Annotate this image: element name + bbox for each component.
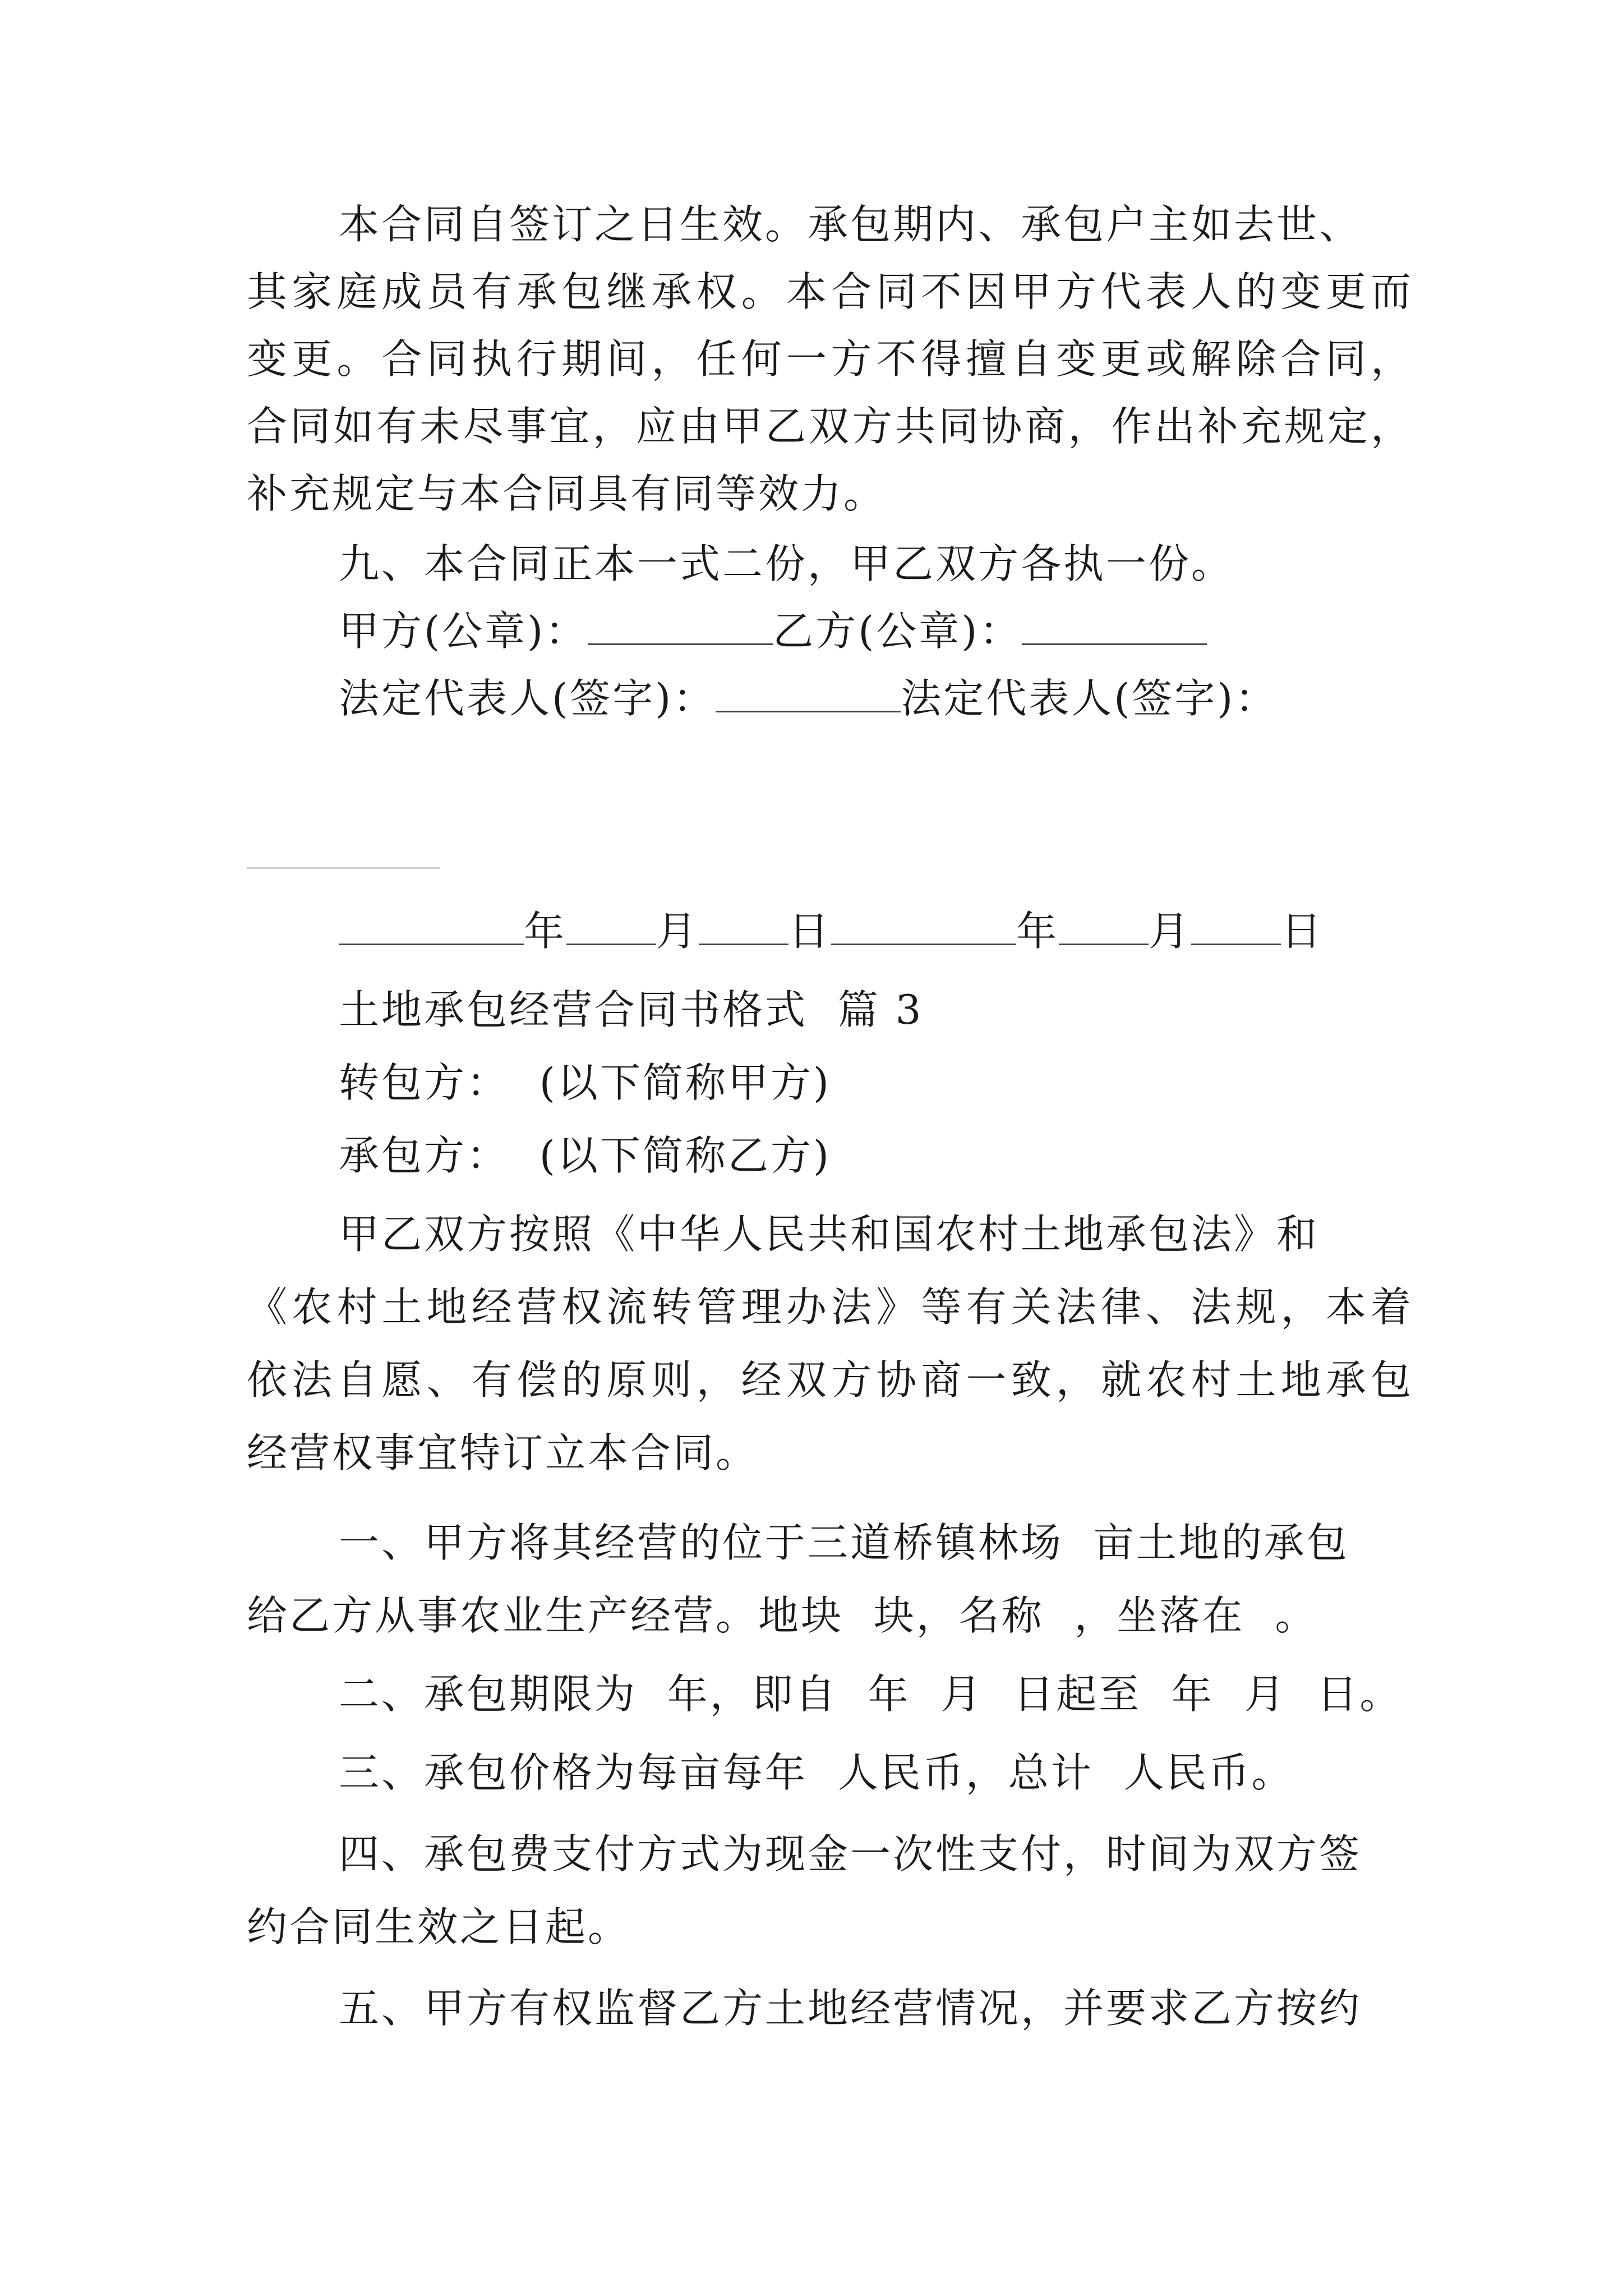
preamble-line-1: 甲乙双方按照《中华人民共和国农村土地承包法》和 xyxy=(339,1211,1320,1258)
clause-five: 五、甲方有权监督乙方土地经营情况，并要求乙方按约 xyxy=(339,1985,1362,2032)
clause-three: 三、承包价格为每亩每年 人民币，总计 人民币。 xyxy=(339,1749,1294,1796)
preamble-line-2: 《农村土地经营权流转管理办法》等有关法律、法规，本着 xyxy=(247,1283,1413,1331)
clause-one-line-1: 一、甲方将其经营的位于三道桥镇林场 亩土地的承包 xyxy=(339,1519,1349,1566)
effect-line-3: 变更。合同执行期间，任何一方不得擅自变更或解除合同， xyxy=(247,335,1413,383)
contractor-line: 承包方： (以下简称乙方) xyxy=(339,1132,831,1179)
rep-a-blank xyxy=(716,667,901,712)
representative-line xyxy=(339,665,1505,732)
clause-nine: 九、本合同正本一式二份，甲乙双方各执一份。 xyxy=(339,540,1234,587)
subcontractor-line: 转包方： (以下简称甲方) xyxy=(339,1059,831,1106)
clause-two: 二、承包期限为 年，即自 年 月 日起至 年 月 日。 xyxy=(339,1671,1403,1718)
party-a-seal-label: 甲方(公章)： xyxy=(339,608,588,655)
date-line xyxy=(339,898,1505,965)
effect-line-5: 补充规定与本合同具有同等效力。 xyxy=(247,470,887,517)
section-title: 土地承包经营合同书格式 篇 3 xyxy=(339,986,924,1033)
month-b-label: 月 xyxy=(1149,908,1192,955)
party-b-seal-blank xyxy=(1022,600,1207,645)
day-b-blank xyxy=(1191,900,1281,945)
seal-line xyxy=(339,597,1505,665)
effect-line-4: 合同如有未尽事宜，应由甲乙双方共同协商，作出补充规定， xyxy=(247,403,1413,450)
month-a-blank xyxy=(566,900,656,945)
preamble-line-3: 依法自愿、有偿的原则，经双方协商一致，就农村土地承包 xyxy=(247,1356,1413,1404)
year-a-label: 年 xyxy=(524,908,567,955)
clause-four-line-2: 约合同生效之日起。 xyxy=(247,1903,631,1950)
month-b-blank xyxy=(1059,900,1149,945)
month-a-label: 月 xyxy=(656,908,699,955)
clause-four-line-1: 四、承包费支付方式为现金一次性支付，时间为双方签 xyxy=(339,1830,1362,1878)
day-a-label: 日 xyxy=(789,908,832,955)
year-b-blank xyxy=(831,900,1016,945)
day-a-blank xyxy=(699,900,789,945)
rep-a-label: 法定代表人(签字)： xyxy=(339,675,716,722)
preamble-line-4: 经营权事宜特订立本合同。 xyxy=(247,1429,759,1476)
party-b-seal-label: 乙方(公章)： xyxy=(773,608,1022,655)
party-a-seal-blank xyxy=(588,600,773,645)
rep-b-label: 法定代表人(签字)： xyxy=(901,675,1278,722)
clause-one-line-2: 给乙方从事农业生产经营。地块 块，名称 ，坐落在 。 xyxy=(247,1592,1318,1639)
day-b-label: 日 xyxy=(1281,908,1324,955)
year-b-label: 年 xyxy=(1016,908,1059,955)
effect-line-1: 本合同自签订之日生效。承包期内、承包户主如去世、 xyxy=(339,201,1362,248)
rep-b-blank xyxy=(247,867,440,869)
year-a-blank xyxy=(339,900,524,945)
effect-line-2: 其家庭成员有承包继承权。本合同不因甲方代表人的变更而 xyxy=(247,268,1413,315)
